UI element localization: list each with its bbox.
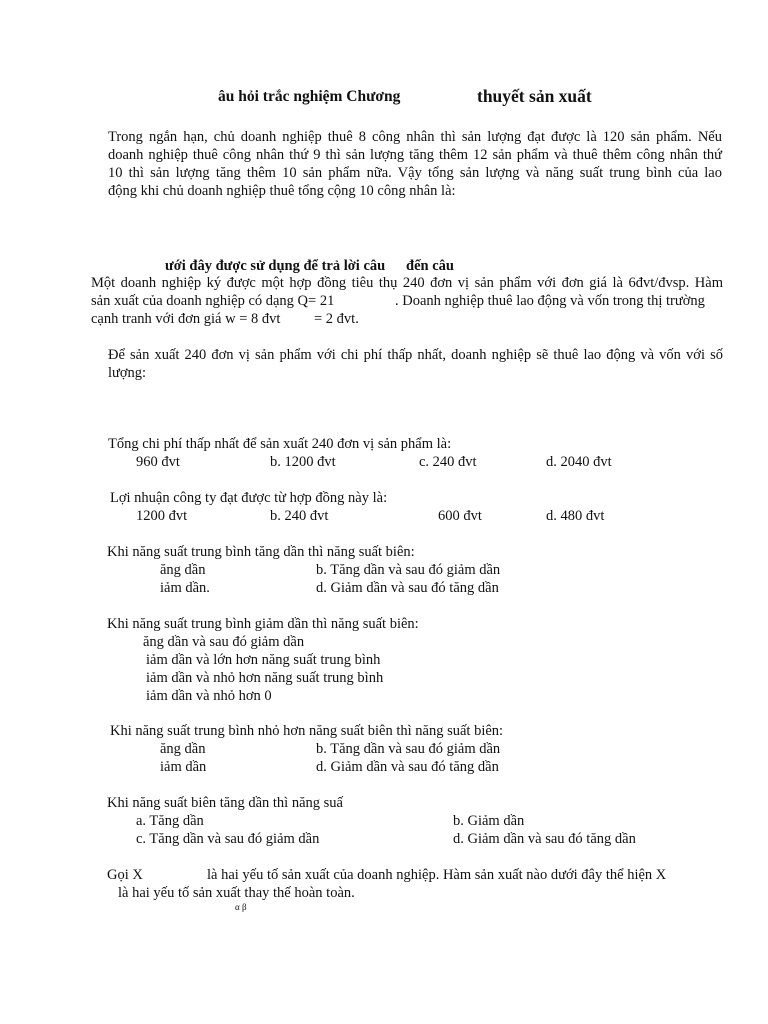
option-d: d. 2040 đvt bbox=[546, 454, 612, 470]
option-a: ăng dần bbox=[160, 741, 206, 757]
option-c: iảm dần. bbox=[160, 580, 210, 596]
section-heading-part2: đến câu bbox=[406, 258, 454, 274]
option-a: ăng dần bbox=[160, 562, 206, 578]
option-a: 1200 đvt bbox=[136, 508, 188, 524]
question-profit-stem: Lợi nhuận công ty đạt được từ hợp đồng này là: bbox=[110, 490, 388, 506]
context-line3-start: cạnh tranh với đơn giá w = 8 đvt bbox=[91, 311, 281, 327]
question-line: lượng: bbox=[108, 365, 147, 381]
question-workers-paragraph bbox=[108, 128, 722, 200]
question-line: Để sản xuất 240 đơn vị sản phẩm với chi phí thấp nhất, doanh nghiệp sẽ thuê lao động và vốn với số bbox=[108, 347, 723, 363]
paragraph-line: Trong ngắn hạn, chủ doanh nghiệp thuê 8 công nhân thì sản lượng đạt được là 120 sản phẩm. Nếu bbox=[108, 129, 722, 145]
option-d: d. 480 đvt bbox=[546, 508, 605, 524]
question-substitutes-line2: là hai yếu tố sản xuất thay thế hoàn toàn. bbox=[118, 885, 355, 901]
option-a: a. Tăng dần bbox=[136, 813, 204, 829]
option-b: b. Tăng dần và sau đó giảm dần bbox=[316, 741, 501, 757]
question-ap-less-mp-stem: Khi năng suất trung bình nhỏ hơn năng suất biên thì năng suất biên: bbox=[110, 723, 504, 739]
context-paragraph bbox=[91, 274, 723, 292]
title-left: âu hỏi trắc nghiệm Chương bbox=[218, 88, 401, 105]
greek-symbols: α β bbox=[235, 902, 247, 912]
option-b: b. Giảm dần bbox=[453, 813, 525, 829]
option-c: c. Tăng dần và sau đó giảm dần bbox=[136, 831, 320, 847]
paragraph-line: động khi chủ doanh nghiệp thuê tổng cộng 10 công nhân là: bbox=[108, 183, 456, 199]
question-ap-increasing-stem: Khi năng suất trung bình tăng dần thì năng suất biên: bbox=[107, 544, 415, 560]
question-inputs bbox=[108, 346, 723, 382]
question-cost-stem: Tổng chi phí thấp nhất để sản xuất 240 đơn vị sản phẩm là: bbox=[108, 436, 452, 452]
option-c: c. 240 đvt bbox=[419, 454, 477, 470]
option-d: d. Giảm dần và sau đó tăng dần bbox=[453, 831, 636, 847]
option-c: iảm dần bbox=[160, 759, 207, 775]
option-b: iảm dần và lớn hơn năng suất trung bình bbox=[146, 652, 381, 668]
option-d: d. Giảm dần và sau đó tăng dần bbox=[316, 580, 499, 596]
context-line3-end: = 2 đvt. bbox=[314, 311, 359, 327]
question-substitutes-start: Gọi X bbox=[107, 867, 143, 883]
option-a: 960 đvt bbox=[136, 454, 180, 470]
paragraph-line: 10 thì sản lượng tăng thêm 10 sản phẩm nữa. Vậy tổng sản lượng và năng suất trung bình của lao bbox=[108, 165, 722, 181]
paragraph-line: doanh nghiệp thuê công nhân thứ 9 thì sản lượng tăng thêm 12 sản phẩm và thuê thêm công nhân thứ bbox=[108, 147, 722, 163]
option-b: b. 240 đvt bbox=[270, 508, 329, 524]
title-right: thuyết sản xuất bbox=[477, 86, 592, 106]
option-b: b. Tăng dần và sau đó giảm dần bbox=[316, 562, 501, 578]
question-mp-increasing-stem: Khi năng suất biên tăng dần thì năng suấ bbox=[107, 795, 343, 811]
option-a: ăng dần và sau đó giảm dần bbox=[143, 634, 305, 650]
option-d: d. Giảm dần và sau đó tăng dần bbox=[316, 759, 499, 775]
question-substitutes-end: là hai yếu tố sản xuất của doanh nghiệp. Hàm sản xuất nào dưới đây thể hiện X bbox=[207, 867, 667, 883]
option-c: iảm dần và nhỏ hơn năng suất trung bình bbox=[146, 670, 384, 686]
option-c: 600 đvt bbox=[438, 508, 482, 524]
option-d: iảm dần và nhỏ hơn 0 bbox=[146, 688, 272, 704]
context-line2-start: sản xuất của doanh nghiệp có dạng Q= 21 bbox=[91, 293, 335, 309]
context-line2-end: . Doanh nghiệp thuê lao động và vốn trong thị trường bbox=[395, 293, 705, 309]
option-b: b. 1200 đvt bbox=[270, 454, 336, 470]
question-ap-decreasing-stem: Khi năng suất trung bình giảm dần thì năng suất biên: bbox=[107, 616, 419, 632]
section-heading-part1: ưới đây được sử dụng để trả lời câu bbox=[165, 258, 386, 274]
context-line: Một doanh nghiệp ký được một hợp đồng tiêu thụ 240 đơn vị sản phẩm với đơn giá là 6đvt/đvsp. Hàm bbox=[91, 275, 723, 291]
